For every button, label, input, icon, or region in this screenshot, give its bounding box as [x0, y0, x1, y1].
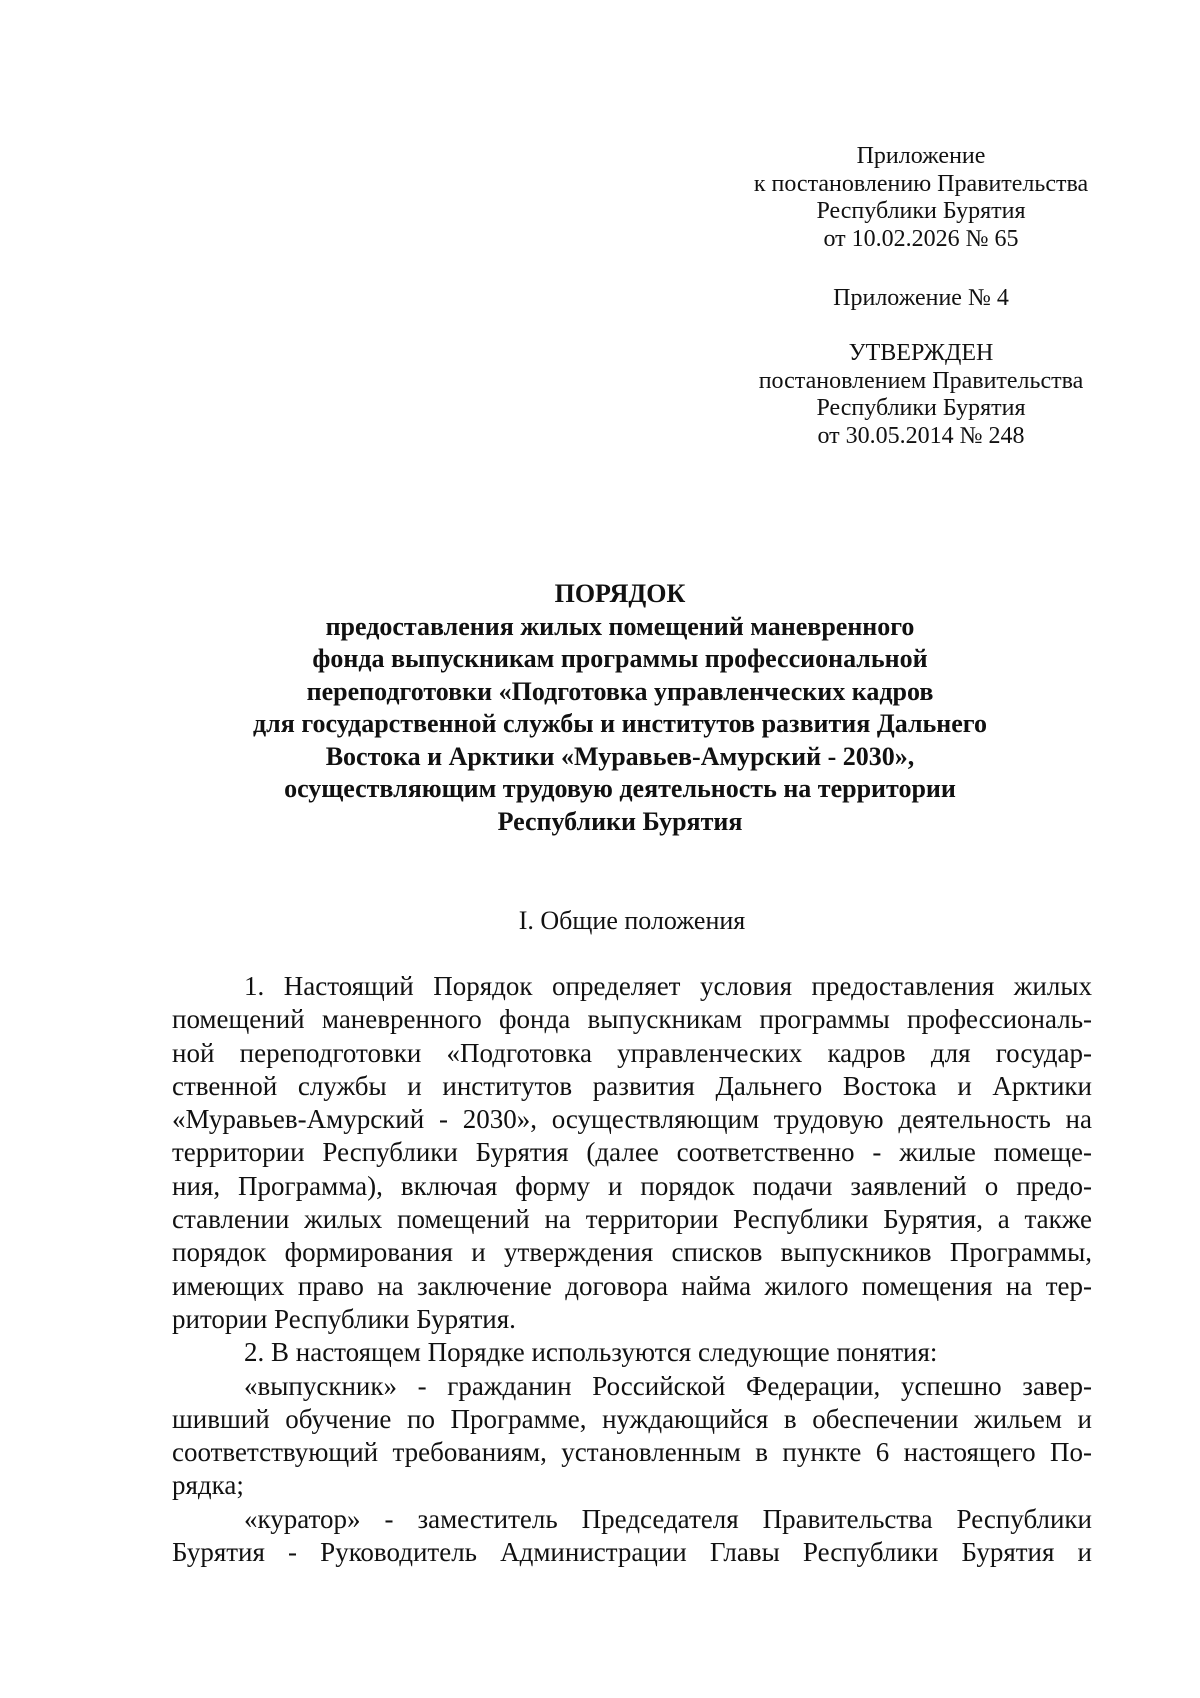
- text-line: помещений маневренного фонда выпускникам программы профессиональ-: [172, 1004, 1092, 1035]
- text-line: «куратор» - заместитель Председателя Правительства Республики: [244, 1503, 1092, 1534]
- text-line: шивший обучение по Программе, нуждающийся в обеспечении жильем и: [172, 1403, 1092, 1434]
- paragraph-3: [172, 1370, 1092, 1503]
- title-line: фонда выпускникам программы профессиональной: [312, 644, 928, 673]
- text-line: 2. В настоящем Порядке используются следующие понятия:: [244, 1337, 938, 1368]
- section-heading: I. Общие положения: [518, 906, 746, 935]
- title-line: ПОРЯДОК: [554, 579, 686, 608]
- body-text: [172, 970, 1092, 1569]
- appendix-to-resolution: к постановлению Правительства: [753, 170, 1089, 197]
- paragraph-1: [172, 970, 1092, 1336]
- text-line: территории Республики Бурятия (далее соответственно - жилые помеще-: [172, 1137, 1092, 1168]
- appendix-date-number: от 10.02.2026 № 65: [823, 225, 1019, 252]
- text-line: рядка;: [172, 1470, 244, 1501]
- title-line: Республики Бурятия: [497, 806, 743, 836]
- title-line: предоставления жилых помещений маневренного: [325, 611, 915, 641]
- text-line: ритории Республики Бурятия.: [172, 1303, 516, 1334]
- text-line: ственной службы и институтов развития Дальнего Востока и Арктики: [172, 1070, 1092, 1101]
- text-line: «Муравьев-Амурский - 2030», осуществляющим трудовую деятельность на: [172, 1104, 1092, 1135]
- appendix-number-block: [736, 285, 1106, 313]
- appendix-reference-block: [736, 143, 1106, 253]
- text-line: соответствующий требованиям, установленным в пункте 6 настоящего По-: [172, 1437, 1092, 1468]
- approval-block: [736, 340, 1106, 450]
- paragraph-2: [172, 1336, 1092, 1369]
- title-line: для государственной службы и институтов развития Дальнего: [253, 709, 987, 738]
- appendix-label: Приложение: [856, 143, 986, 169]
- text-line: ния, Программа), включая форму и порядок подачи заявлений о предо-: [172, 1170, 1092, 1201]
- appendix-number: Приложение № 4: [833, 285, 1009, 311]
- appendix-republic: Республики Бурятия: [816, 198, 1026, 224]
- title-line: осуществляющим трудовую деятельность на территории: [284, 774, 956, 803]
- document-title: [160, 578, 1080, 838]
- approval-republic: Республики Бурятия: [816, 395, 1026, 421]
- approval-label: УТВЕРЖДЕН: [848, 340, 994, 366]
- approval-by-resolution: постановлением Правительства: [758, 367, 1084, 394]
- title-line: переподготовки «Подготовка управленческих кадров: [306, 676, 934, 706]
- text-line: порядок формирования и утверждения списков выпускников Программы,: [172, 1237, 1092, 1268]
- text-line: ставлении жилых помещений на территории Республики Бурятия, а также: [172, 1204, 1092, 1235]
- text-line: Бурятия - Руководитель Администрации Главы Республики Бурятия и: [172, 1537, 1092, 1568]
- approval-date-number: от 30.05.2014 № 248: [817, 422, 1025, 449]
- text-line: «выпускник» - гражданин Российской Федерации, успешно завер-: [244, 1370, 1092, 1401]
- title-line: Востока и Арктики «Муравьев-Амурский - 2030»,: [325, 741, 915, 771]
- text-line: 1. Настоящий Порядок определяет условия предоставления жилых: [244, 971, 1092, 1001]
- text-line: имеющих право на заключение договора найма жилого помещения на тер-: [172, 1270, 1092, 1301]
- text-line: ной переподготовки «Подготовка управленческих кадров для государ-: [172, 1037, 1092, 1068]
- paragraph-4: [172, 1503, 1092, 1570]
